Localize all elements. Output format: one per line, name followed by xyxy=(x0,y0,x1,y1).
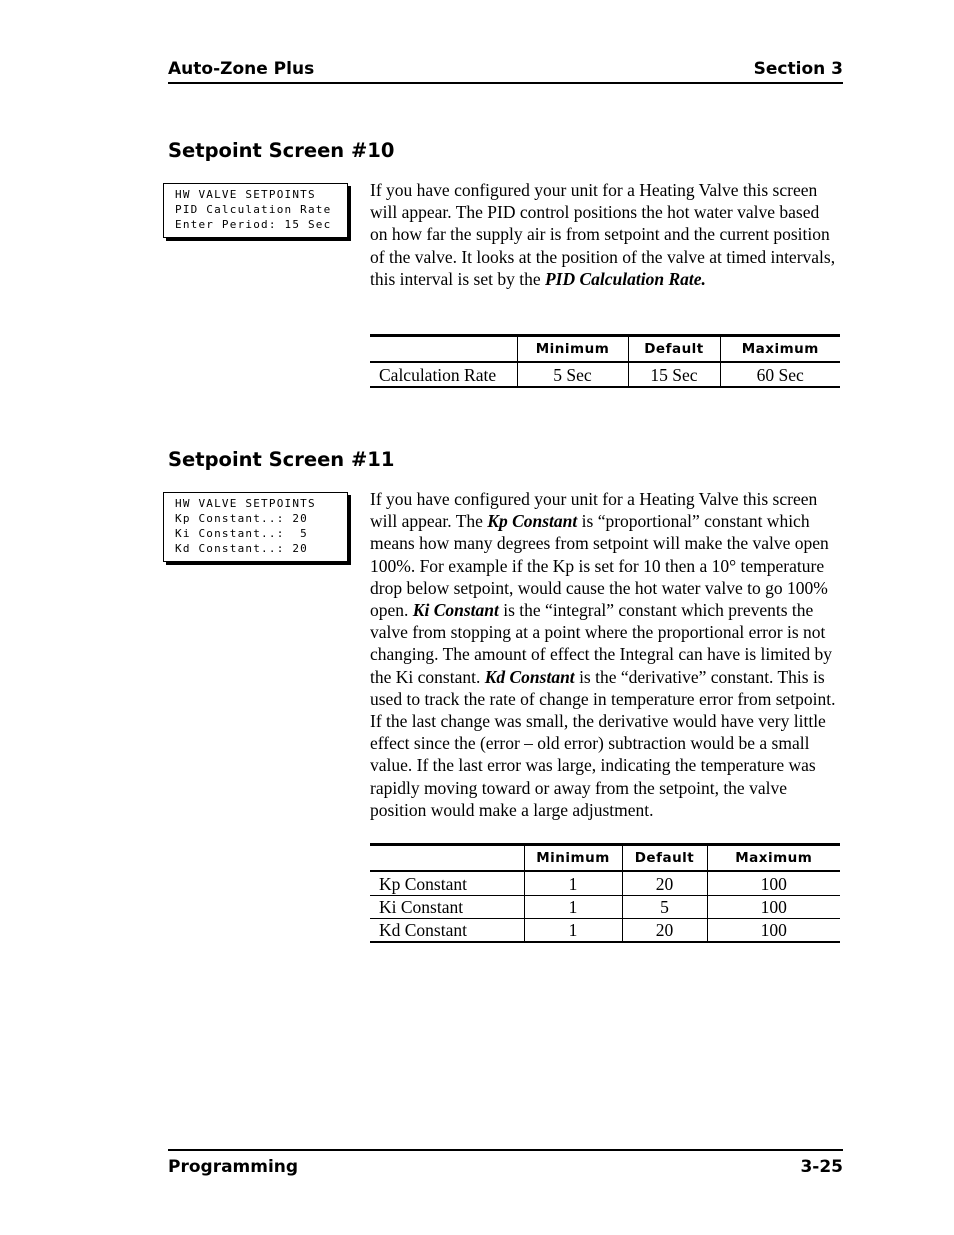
table-cell: Ki Constant xyxy=(370,896,524,919)
body-text: is the “integral” constant which prevents the valve from stopping at a point where the proportional error is not changing. The amount of effect the Integral can have is limited by the Ki constant. xyxy=(370,600,832,687)
lcd-line: Kp Constant..: 20 xyxy=(175,512,308,525)
page-number: 3-25 xyxy=(800,1157,843,1177)
table-cell: 1 xyxy=(524,896,622,919)
table-header-row xyxy=(370,845,840,872)
header-section: Section 3 xyxy=(753,59,843,79)
emphasis-text: Ki Constant xyxy=(412,600,499,621)
lcd-line: PID Calculation Rate xyxy=(175,203,332,216)
table-cell: 60 Sec xyxy=(720,362,840,387)
lcd-display-screen-10 xyxy=(163,183,348,238)
column-header: Default xyxy=(622,845,707,872)
description-screen-10 xyxy=(370,179,838,290)
lcd-line: HW VALVE SETPOINTS xyxy=(175,497,316,510)
description-screen-11 xyxy=(370,488,838,821)
table-cell: 1 xyxy=(524,871,622,896)
table-cell: 15 Sec xyxy=(628,362,720,387)
emphasis-text: Kp Constant xyxy=(487,511,578,532)
body-text: is “proportional” constant which means how many degrees from setpoint will make the valve open 100%. For example if the Kp is set for 10 then a 10° temperature drop below setpoint, would cause the hot water valve to go 100% open. xyxy=(370,511,829,621)
table-header-row xyxy=(370,336,840,363)
table-cell: 1 xyxy=(524,919,622,943)
table-cell: 100 xyxy=(707,896,840,919)
table-row xyxy=(370,362,840,387)
column-header: Maximum xyxy=(707,845,840,872)
table-cell: 20 xyxy=(622,871,707,896)
table-cell: 20 xyxy=(622,919,707,943)
emphasis-text: Kd Constant xyxy=(484,666,575,687)
section-title-screen-10: Setpoint Screen #10 xyxy=(168,139,395,162)
table-row xyxy=(370,919,840,943)
lcd-line: Ki Constant..: 5 xyxy=(175,527,308,540)
column-header xyxy=(370,336,517,363)
lcd-display-screen-11 xyxy=(163,492,348,562)
column-header xyxy=(370,845,524,872)
table-cell: Kd Constant xyxy=(370,919,524,943)
page-footer xyxy=(168,1149,843,1179)
footer-chapter: Programming xyxy=(168,1157,299,1177)
column-header: Default xyxy=(628,336,720,363)
lcd-line: Kd Constant..: 20 xyxy=(175,542,308,555)
page-header xyxy=(168,58,843,84)
emphasis-text: PID Calculation Rate. xyxy=(544,268,706,289)
column-header: Maximum xyxy=(720,336,840,363)
body-text: is the “derivative” constant. This is used to track the rate of change in temperature error from setpoint. If the last change was small, the derivative would have very little effect since the (error – old error) subtraction would be a small value. If the last error was large, indicating the temperature was rapidly moving toward or away from the setpoint, the valve position would make a large adjustment. xyxy=(370,666,836,820)
spec-table-screen-10 xyxy=(370,334,840,388)
section-title-screen-11: Setpoint Screen #11 xyxy=(168,448,395,471)
body-text: If you have configured your unit for a Heating Valve this screen will appear. The xyxy=(370,489,818,532)
table-cell: 5 xyxy=(622,896,707,919)
lcd-line: Enter Period: 15 Sec xyxy=(175,218,332,231)
table-cell: 5 Sec xyxy=(517,362,628,387)
table-cell: 100 xyxy=(707,871,840,896)
lcd-line: HW VALVE SETPOINTS xyxy=(175,188,316,201)
header-product-name: Auto-Zone Plus xyxy=(168,59,315,79)
table-row xyxy=(370,896,840,919)
table-cell: 100 xyxy=(707,919,840,943)
column-header: Minimum xyxy=(517,336,628,363)
table-row xyxy=(370,871,840,896)
table-cell: Calculation Rate xyxy=(370,362,517,387)
column-header: Minimum xyxy=(524,845,622,872)
table-cell: Kp Constant xyxy=(370,871,524,896)
body-text: If you have configured your unit for a Heating Valve this screen will appear. The PID control positions the hot water valve based on how far the supply air is from setpoint and the current position of the valve. It looks at the position of the valve at timed intervals, this interval is set by the xyxy=(370,180,836,289)
spec-table-screen-11 xyxy=(370,843,840,943)
